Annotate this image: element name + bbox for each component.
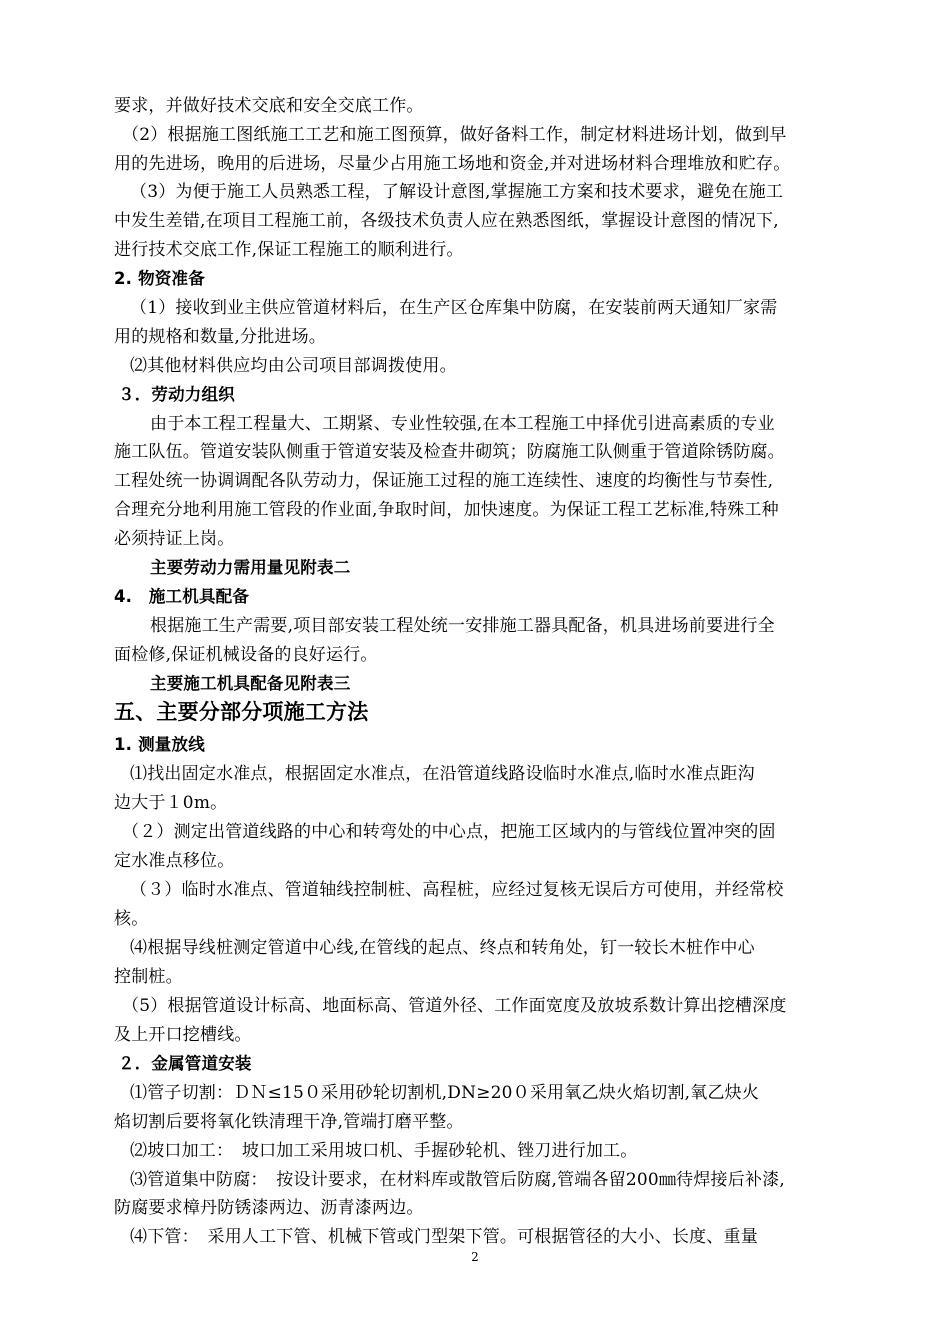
section-heading: ３．劳动力组织 <box>118 385 235 404</box>
section-heading: 1. 测量放线 <box>114 735 205 754</box>
text-line: （5）根据管道设计标高、地面标高、管道外径、工作面宽度及放坡系数计算出挖槽深度 <box>122 996 787 1016</box>
table-reference: 主要施工机具配备见附表三 <box>150 674 351 693</box>
text-line: 用的先进场，晚用的后进场，尽量少占用施工场地和资金,并对进场材料合理堆放和贮存。 <box>114 154 791 174</box>
text-line: ⑶管道集中防腐： 按设计要求，在材料库或散管后防腐,管端各留200㎜待焊接后补漆, <box>130 1170 785 1190</box>
section-heading: 2. 物资准备 <box>114 269 205 288</box>
text-line: ⑷下管： 采用人工下管、机械下管或门型架下管。可根据管径的大小、长度、重量 <box>130 1227 758 1247</box>
text-line: 焰切割后要将氧化铁清理干净,管端打磨平整。 <box>114 1112 464 1132</box>
text-line: （３）临时水准点、管道轴线控制桩、高程桩，应经过复核无误后方可使用，并经常校 <box>130 880 784 900</box>
text-line: 及上开口挖槽线。 <box>114 1025 252 1045</box>
text-line: 工程处统一协调调配各队劳动力，保证施工过程的施工连续性、速度的均衡性与节奏性, <box>114 471 774 491</box>
text-line: （２）测定出管道线路的中心和转弯处的中心点，把施工区域内的与管线位置冲突的固 <box>122 822 776 842</box>
text-line: 用的规格和数量,分批进场。 <box>114 327 327 347</box>
text-line: ⑵坡口加工： 坡口加工采用坡口机、手握砂轮机、锉刀进行加工。 <box>130 1141 638 1161</box>
text-line: 要求，并做好技术交底和安全交底工作。 <box>114 96 424 116</box>
chapter-heading: 五、主要分部分项施工方法 <box>114 700 369 724</box>
text-line: ⑴管子切割：ＤＮ≤15０采用砂轮切割机,DN≥20０采用氧乙炔火焰切割,氧乙炔火 <box>130 1083 760 1103</box>
text-line: 进行技术交底工作,保证工程施工的顺利进行。 <box>114 240 464 260</box>
page-number: 2 <box>471 1250 479 1264</box>
text-line: 根据施工生产需要,项目部安装工程处统一安排施工器具配备，机具进场前要进行全 <box>150 616 775 636</box>
text-line: ⑴找出固定水准点，根据固定水准点，在沿管道线路设临时水准点,临时水准点距沟 <box>130 764 755 784</box>
text-line: ⑷根据导线桩测定管道中心线,在管线的起点、终点和转角处，钉一较长木桩作中心 <box>130 938 755 958</box>
section-heading: ２．金属管道安装 <box>118 1054 252 1073</box>
text-line: 核。 <box>114 909 149 929</box>
text-line: 施工队伍。管道安装队侧重于管道安装及检查井砌筑；防腐施工队侧重于管道除锈防腐。 <box>114 442 785 462</box>
text-line: ⑵其他材料供应均由公司项目部调拨使用。 <box>130 356 457 376</box>
text-line: 控制桩。 <box>114 967 183 987</box>
text-line: （1）接收到业主供应管道材料后，在生产区仓库集中防腐，在安装前两天通知厂家需 <box>130 298 778 318</box>
table-reference: 主要劳动力需用量见附表二 <box>150 558 351 577</box>
text-line: 中发生差错,在项目工程施工前，各级技术负责人应在熟悉图纸，掌握设计意图的情况下, <box>114 211 779 231</box>
text-line: 边大于１0m。 <box>114 793 228 813</box>
text-line: 由于本工程工程量大、工期紧、专业性较强,在本工程施工中择优引进高素质的专业 <box>150 414 775 434</box>
text-line: 必须持证上岗。 <box>114 529 235 549</box>
text-line: 防腐要求樟丹防锈漆两边、沥青漆两边。 <box>114 1198 424 1218</box>
text-line: 合理充分地利用施工管段的作业面,争取时间，加快速度。为保证工程工艺标准,特殊工种 <box>114 500 779 520</box>
text-line: 面检修,保证机械设备的良好运行。 <box>114 645 378 665</box>
section-heading: 4. 施工机具配备 <box>114 587 250 606</box>
text-line: （3）为便于施工人员熟悉工程，了解设计意图,掌握施工方案和技术要求，避免在施工 <box>130 182 784 202</box>
text-line: 定水准点移位。 <box>114 851 235 871</box>
text-line: （2）根据施工图纸施工工艺和施工图预算，做好备料工作，制定材料进场计划，做到早 <box>122 125 787 145</box>
